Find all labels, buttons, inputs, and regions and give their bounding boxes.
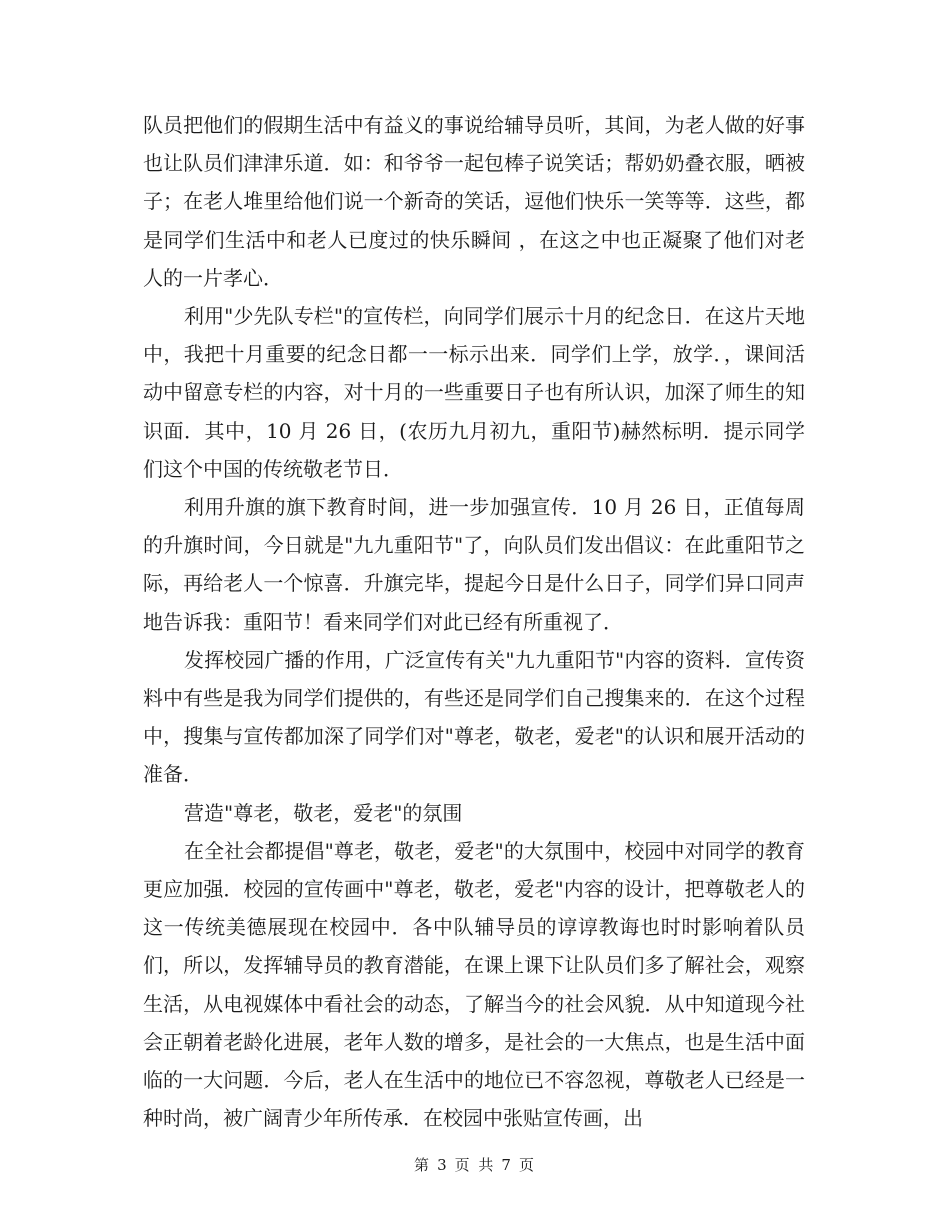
footer-total-pages: 7 — [501, 1156, 513, 1174]
paragraph-5: 在全社会都提倡"尊老，敬老，爱老"的大氛围中，校园中对同学的教育更应加强．校园的宣传画中"尊老，敬老，爱老"内容的设计，把尊敬老人的这一传统美德展现在校园中．各中队辅导员的谆谆教诲也时时影响着队员们，所以，发挥辅导员的教育潜能，在课上课下让队员们多了解社会，观察生活，从电视媒体中看社会的动态，了解当今的社会风貌．从中知道现今社会正朝着老龄化进展，老年人数的增多，是社会的一大焦点，也是生活中面临的一大问题．今后，老人在生活中的地位已不容忽视，尊敬老人已经是一种时尚，被广阔青少年所传承．在校园中张贴宣传画，出 — [143, 838, 805, 1131]
footer-suffix: 页 — [518, 1156, 536, 1174]
paragraph-2: 利用"少先队专栏"的宣传栏，向同学们展示十月的纪念日．在这片天地中，我把十月重要的纪念日都一一标示出来．同学们上学，放学．，课间活动中留意专栏的内容，对十月的一些重要日子也有所认识，加深了师生的知识面．其中，10 月 26 日，(农历九月初九，重阳节)赫然标明．提示同学们这个中国的传统敬老节日． — [143, 304, 805, 481]
page-footer — [0, 1154, 950, 1175]
paragraph-3: 利用升旗的旗下教育时间，进一步加强宣传．10 月 26 日，正值每周的升旗时间，今日就是"九九重阳节"了，向队员们发出倡议：在此重阳节之际，再给老人一个惊喜．升旗完毕，提起今日是什么日子，同学们异口同声地告诉我：重阳节！看来同学们对此已经有所重视了． — [143, 495, 805, 634]
footer-middle: 页 共 — [454, 1156, 496, 1174]
footer-current-page: 3 — [437, 1156, 449, 1174]
body-text — [143, 106, 805, 1137]
section-heading: 营造"尊老，敬老，爱老"的氛围 — [184, 800, 463, 825]
paragraph-1: 队员把他们的假期生活中有益义的事说给辅导员听，其间，为老人做的好事也让队员们津津乐道．如：和爷爷一起包棒子说笑话；帮奶奶叠衣服，晒被子；在老人堆里给他们说一个新奇的笑话，逗他们快乐一笑等等．这些，都是同学们生活中和老人已度过的快乐瞬间 ，在这之中也正凝聚了他们对老人的一片孝心． — [143, 113, 805, 290]
footer-prefix: 第 — [414, 1156, 432, 1174]
paragraph-4: 发挥校园广播的作用，广泛宣传有关"九九重阳节"内容的资料．宣传资料中有些是我为同学们提供的，有些还是同学们自己搜集来的．在这个过程中，搜集与宣传都加深了同学们对"尊老，敬老，爱老"的认识和展开活动的准备． — [143, 647, 805, 787]
